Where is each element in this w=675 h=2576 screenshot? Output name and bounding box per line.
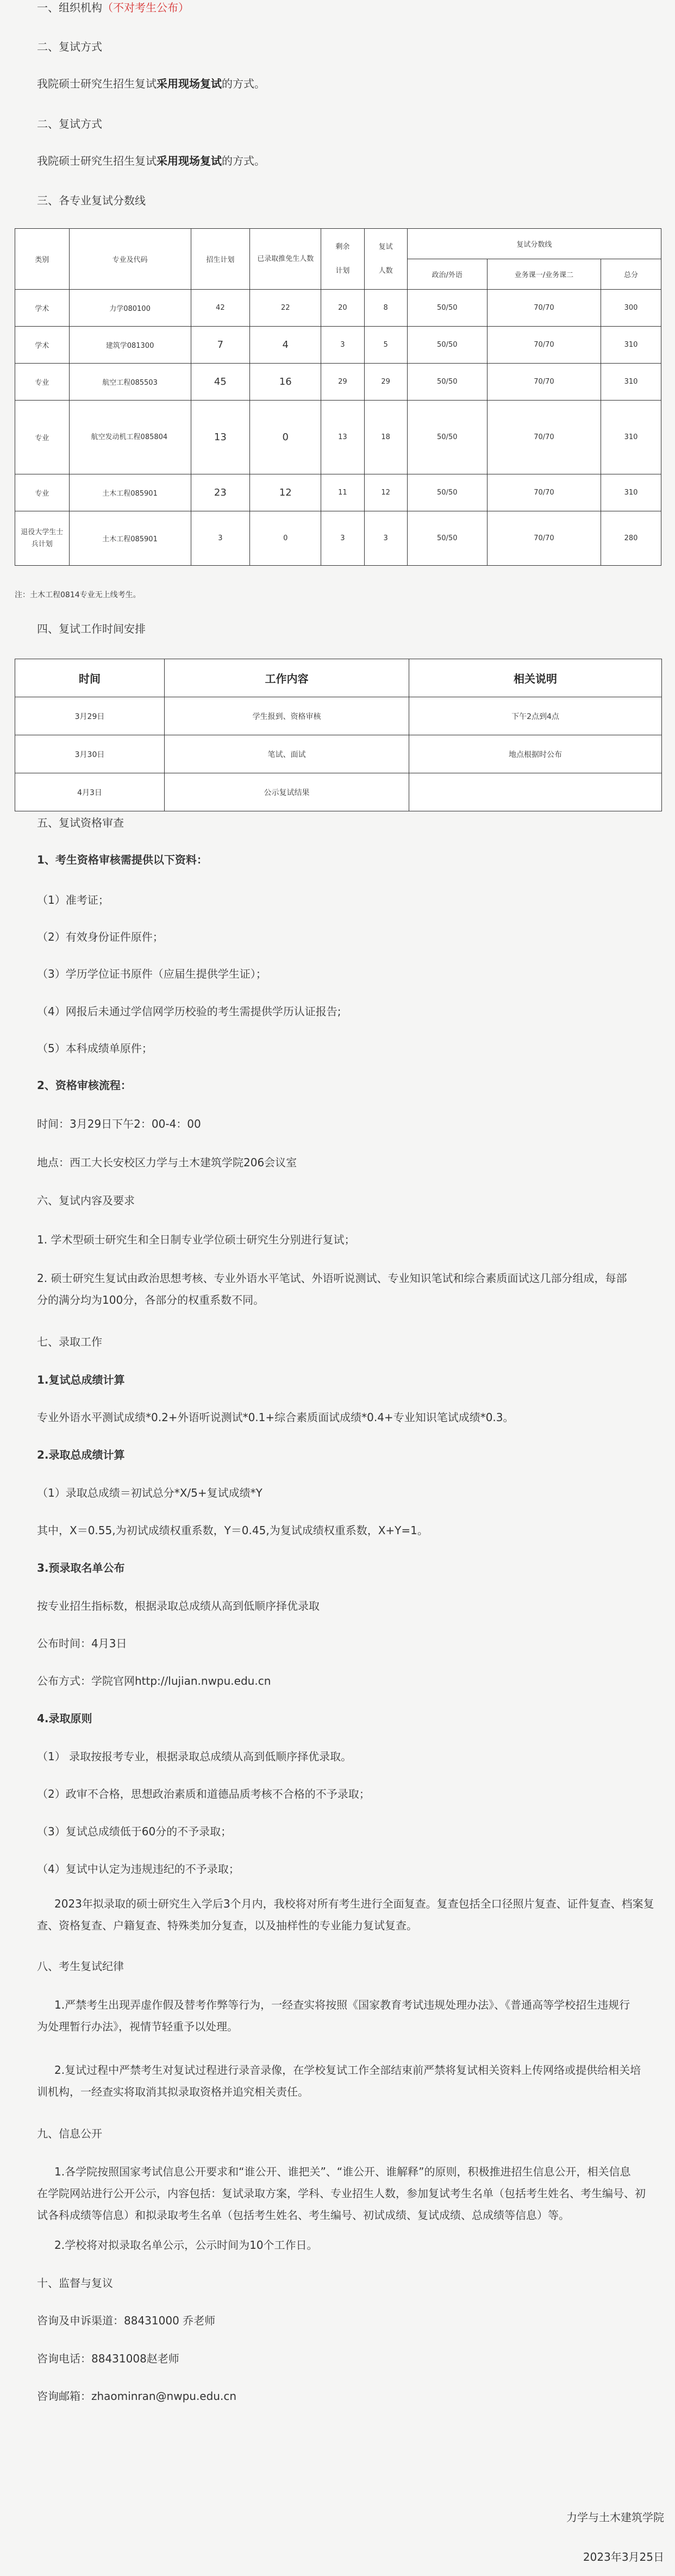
text-post: 的方式。 [222,154,265,167]
list-item: （4）复试中认定为违规违纪的不予录取； [37,1862,240,1875]
cell-category: 专业 [15,401,70,474]
section-6-p1: 1. 学术型硕士研究生和全日制专业学位硕士研究生分别进行复试； [37,1233,355,1246]
cell-plan: 42 [191,290,250,327]
section-9-heading: 九、信息公开 [37,2127,102,2140]
cell-total: 300 [601,290,661,327]
cell-content: 学生报到、资格审核 [165,697,409,735]
table-row [15,511,661,566]
table-row [15,474,661,511]
text-line: 训机构，一经查实将取消其拟录取资格并追究相关责任。 [37,2085,309,2098]
cell-total: 310 [601,474,661,511]
cell-retest: 8 [364,290,407,327]
cell-s1: 50/50 [407,511,487,566]
cell-plan: 13 [191,401,250,474]
section-8-heading: 八、考生复试纪律 [37,1960,124,1973]
header-scoreline: 复试分数线 [407,229,661,259]
cell-s1: 50/50 [407,474,487,511]
cell-remaining: 13 [321,401,364,474]
section-10-heading: 十、监督与复议 [37,2277,113,2290]
cell-total: 280 [601,511,661,566]
section-7-p7 [37,1893,663,1936]
cell-total: 310 [601,401,661,474]
header-content: 工作内容 [165,659,409,697]
header-retest [364,229,407,290]
cell-desc: 地点根据时公布 [409,735,662,773]
cell-content: 公示复试结果 [165,773,409,811]
cell-category: 学术 [15,327,70,364]
header-desc: 相关说明 [409,659,662,697]
cell-plan: 45 [191,364,250,401]
header-major: 专业及代码 [69,229,191,290]
cell-remaining: 20 [321,290,364,327]
cell-admitted: 0 [250,401,321,474]
cell-s1: 50/50 [407,290,487,327]
header-time: 时间 [15,659,165,697]
cell-desc [409,773,662,811]
section-7-h2: 2.录取总成绩计算 [37,1448,125,1461]
section-8-p1 [37,1994,663,2037]
section-2a-text [37,76,265,91]
cell-retest: 5 [364,327,407,364]
cell-s1: 50/50 [407,401,487,474]
contact-email: 咨询邮箱：zhaominran@nwpu.edu.cn [37,2390,237,2403]
list-item: （4）网报后未通过学信网学历校验的考生需提供学历认证报告; [37,1005,341,1018]
cell-admitted: 22 [250,290,321,327]
section-7-h4: 4.录取原则 [37,1712,92,1725]
table-row [15,290,661,327]
header-remaining-a: 剩余 [335,242,350,251]
section-5-time: 时间：3月29日下午2：00-4：00 [37,1117,201,1130]
cell-remaining: 3 [321,511,364,566]
section-2a-heading: 二、复试方式 [37,40,102,53]
cell-time: 3月29日 [15,697,165,735]
time-table [15,659,662,811]
header-retest-b: 人数 [378,266,393,275]
cell-retest: 12 [364,474,407,511]
text-post: 的方式。 [222,77,265,90]
section-7-p3: 其中，X＝0.55,为初试成绩权重系数，Y＝0.45,为复试成绩权重系数，X+Y=1。 [37,1524,428,1537]
cell-s2: 70/70 [487,474,601,511]
text-line: 1.各学院按照国家考试信息公开要求和“谁公开、谁把关”、“谁公开、谁解释”的原则，积极推进招生信息公开，相关信息 [54,2165,631,2178]
section-9-p2: 2.学校将对拟录取名单公示，公示时间为10个工作日。 [54,2239,318,2252]
time-header-row [15,659,662,697]
cell-s2: 70/70 [487,364,601,401]
section-5-sub1: 1、考生资格审核需提供以下资料： [37,853,208,866]
cell-remaining: 11 [321,474,364,511]
table-row [15,327,661,364]
cell-retest: 3 [364,511,407,566]
cell-major: 航空工程085503 [69,364,191,401]
header-retest-a: 复试 [378,242,393,251]
cell-category: 专业 [15,364,70,401]
text-line: 1.严禁考生出现弄虚作假及替考作弊等行为，一经查实将按照《国家教育考试违规处理办法》、《普通高等学校招生违规行 [54,1998,630,2011]
cell-category: 学术 [15,290,70,327]
section-7-p4: 按专业招生指标数，根据录取总成绩从高到低顺序择优录取 [37,1599,320,1612]
section-1-title: 一、组织机构 [37,1,102,14]
cell-major: 土木工程085901 [69,511,191,566]
text-bold: 采用现场复试 [157,77,222,90]
cell-retest: 29 [364,364,407,401]
header-remaining-b: 计划 [335,266,350,275]
section-7-h1: 1.复试总成绩计算 [37,1373,125,1386]
list-item: （3）复试总成绩低于60分的不予录取； [37,1825,232,1838]
cell-major: 力学080100 [69,290,191,327]
cell-total: 310 [601,364,661,401]
score-header-row-1 [15,229,661,259]
section-5-heading: 五、复试资格审查 [37,816,124,829]
header-plan: 招生计划 [191,229,250,290]
section-7-p2: （1）录取总成绩＝初试总分*X/5+复试成绩*Y [37,1486,262,1499]
text-line: 2.复试过程中严禁考生对复试过程进行录音录像，在学校复试工作全部结束前严禁将复试相关资料上传网络或提供给相关培 [54,2064,641,2077]
section-7-heading: 七、录取工作 [37,1335,102,1348]
cell-plan: 23 [191,474,250,511]
cell-remaining: 29 [321,364,364,401]
table-row [15,735,662,773]
text-line: 在学院网站进行公开公示，内容包括：复试录取方案，学科、专业招生人数，参加复试考生名单（包括考生姓名、考生编号、初 [37,2187,646,2200]
signature-org: 力学与土木建筑学院 [566,2511,664,2524]
section-3-heading: 三、各专业复试分数线 [37,194,146,207]
list-item: （2）政审不合格，思想政治素质和道德品质考核不合格的不予录取； [37,1787,370,1800]
header-admitted: 已录取推免生人数 [250,229,321,290]
text-bold: 采用现场复试 [157,154,222,167]
text-pre: 我院硕士研究生招生复试 [37,154,157,167]
table-row [15,364,661,401]
section-5-place: 地点：西工大长安校区力学与土木建筑学院206会议室 [37,1156,297,1169]
list-item: （1） 录取按报考专业，根据录取总成绩从高到低顺序择优录取。 [37,1750,352,1763]
list-item: （1）准考证； [37,893,109,906]
cell-major: 土木工程085901 [69,474,191,511]
table-row [15,773,662,811]
table-row [15,697,662,735]
cell-category: 专业 [15,474,70,511]
header-sub1: 政治/外语 [407,259,487,290]
cell-s2: 70/70 [487,401,601,474]
cell-s2: 70/70 [487,327,601,364]
cell-s2: 70/70 [487,511,601,566]
cell-s1: 50/50 [407,364,487,401]
header-total: 总分 [601,259,661,290]
cell-remaining: 3 [321,327,364,364]
section-7-h3: 3.预录取名单公布 [37,1561,125,1574]
header-remaining [321,229,364,290]
cell-major: 航空发动机工程085804 [69,401,191,474]
cell-time: 3月30日 [15,735,165,773]
score-table [15,228,661,566]
section-6-heading: 六、复试内容及要求 [37,1194,135,1207]
cell-admitted: 12 [250,474,321,511]
cell-desc: 下午2点到4点 [409,697,662,735]
section-2b-text [37,153,265,168]
section-8-p2 [37,2059,663,2103]
cell-s1: 50/50 [407,327,487,364]
cell-content: 笔试、面试 [165,735,409,773]
section-7-p1: 专业外语水平测试成绩*0.2+外语听说测试*0.1+综合素质面试成绩*0.4+专业知识笔试成绩*0.3。 [37,1411,514,1424]
table-row [15,401,661,474]
text-line: 查、资格复查、户籍复查、特殊类加分复查，以及抽样性的专业能力复试复查。 [37,1919,417,1932]
cell-retest: 18 [364,401,407,474]
text-line: 2. 硕士研究生复试由政治思想考核、专业外语水平笔试、外语听说测试、专业知识笔试和综合素质面试这几部分组成，每部 [37,1272,627,1285]
section-1-note: （不对考生公布） [102,1,189,14]
cell-plan: 7 [191,327,250,364]
list-item: （3）学历学位证书原件（应届生提供学生证）； [37,967,267,980]
list-item: （5）本科成绩单原件； [37,1042,153,1055]
text-pre: 我院硕士研究生招生复试 [37,77,157,90]
list-item: （2）有效身份证件原件； [37,930,164,943]
section-1-heading [37,0,189,15]
text-line: 分的满分均为100分，各部分的权重系数不同。 [37,1293,265,1306]
cell-category: 退役大学生士兵计划 [15,511,70,566]
cell-total: 310 [601,327,661,364]
score-table-note: 注：土木工程0814专业无上线考生。 [15,591,141,599]
section-7-p5: 公布时间：4月3日 [37,1637,127,1650]
section-5-sub2: 2、资格审核流程： [37,1079,132,1092]
header-sub2: 业务课一/业务课二 [487,259,601,290]
cell-admitted: 0 [250,511,321,566]
contact-phone: 咨询电话：88431008赵老师 [37,2352,179,2365]
cell-admitted: 4 [250,327,321,364]
section-9-p1 [37,2161,663,2226]
cell-admitted: 16 [250,364,321,401]
text-line: 为处理暂行办法》，视情节轻重予以处理。 [37,2020,238,2033]
cell-time: 4月3日 [15,773,165,811]
contact-channel: 咨询及申诉渠道：88431000 乔老师 [37,2314,216,2327]
text-line: 试各科成绩等信息）和拟录取考生名单（包括考生姓名、考生编号、初试成绩、复试成绩、总成绩等信息）等。 [37,2209,570,2222]
section-7-p6: 公布方式：学院官网http://lujian.nwpu.edu.cn [37,1674,271,1687]
section-4-heading: 四、复试工作时间安排 [37,622,146,635]
cell-major: 建筑学081300 [69,327,191,364]
cell-s2: 70/70 [487,290,601,327]
cell-plan: 3 [191,511,250,566]
text-line: 2023年拟录取的硕士研究生入学后3个月内，我校将对所有考生进行全面复查。复查包括全口径照片复查、证件复查、档案复 [54,1897,654,1910]
section-2b-heading: 二、复试方式 [37,117,102,130]
section-6-p2 [37,1267,662,1311]
header-category: 类别 [15,229,70,290]
signature-date: 2023年3月25日 [583,2550,664,2564]
